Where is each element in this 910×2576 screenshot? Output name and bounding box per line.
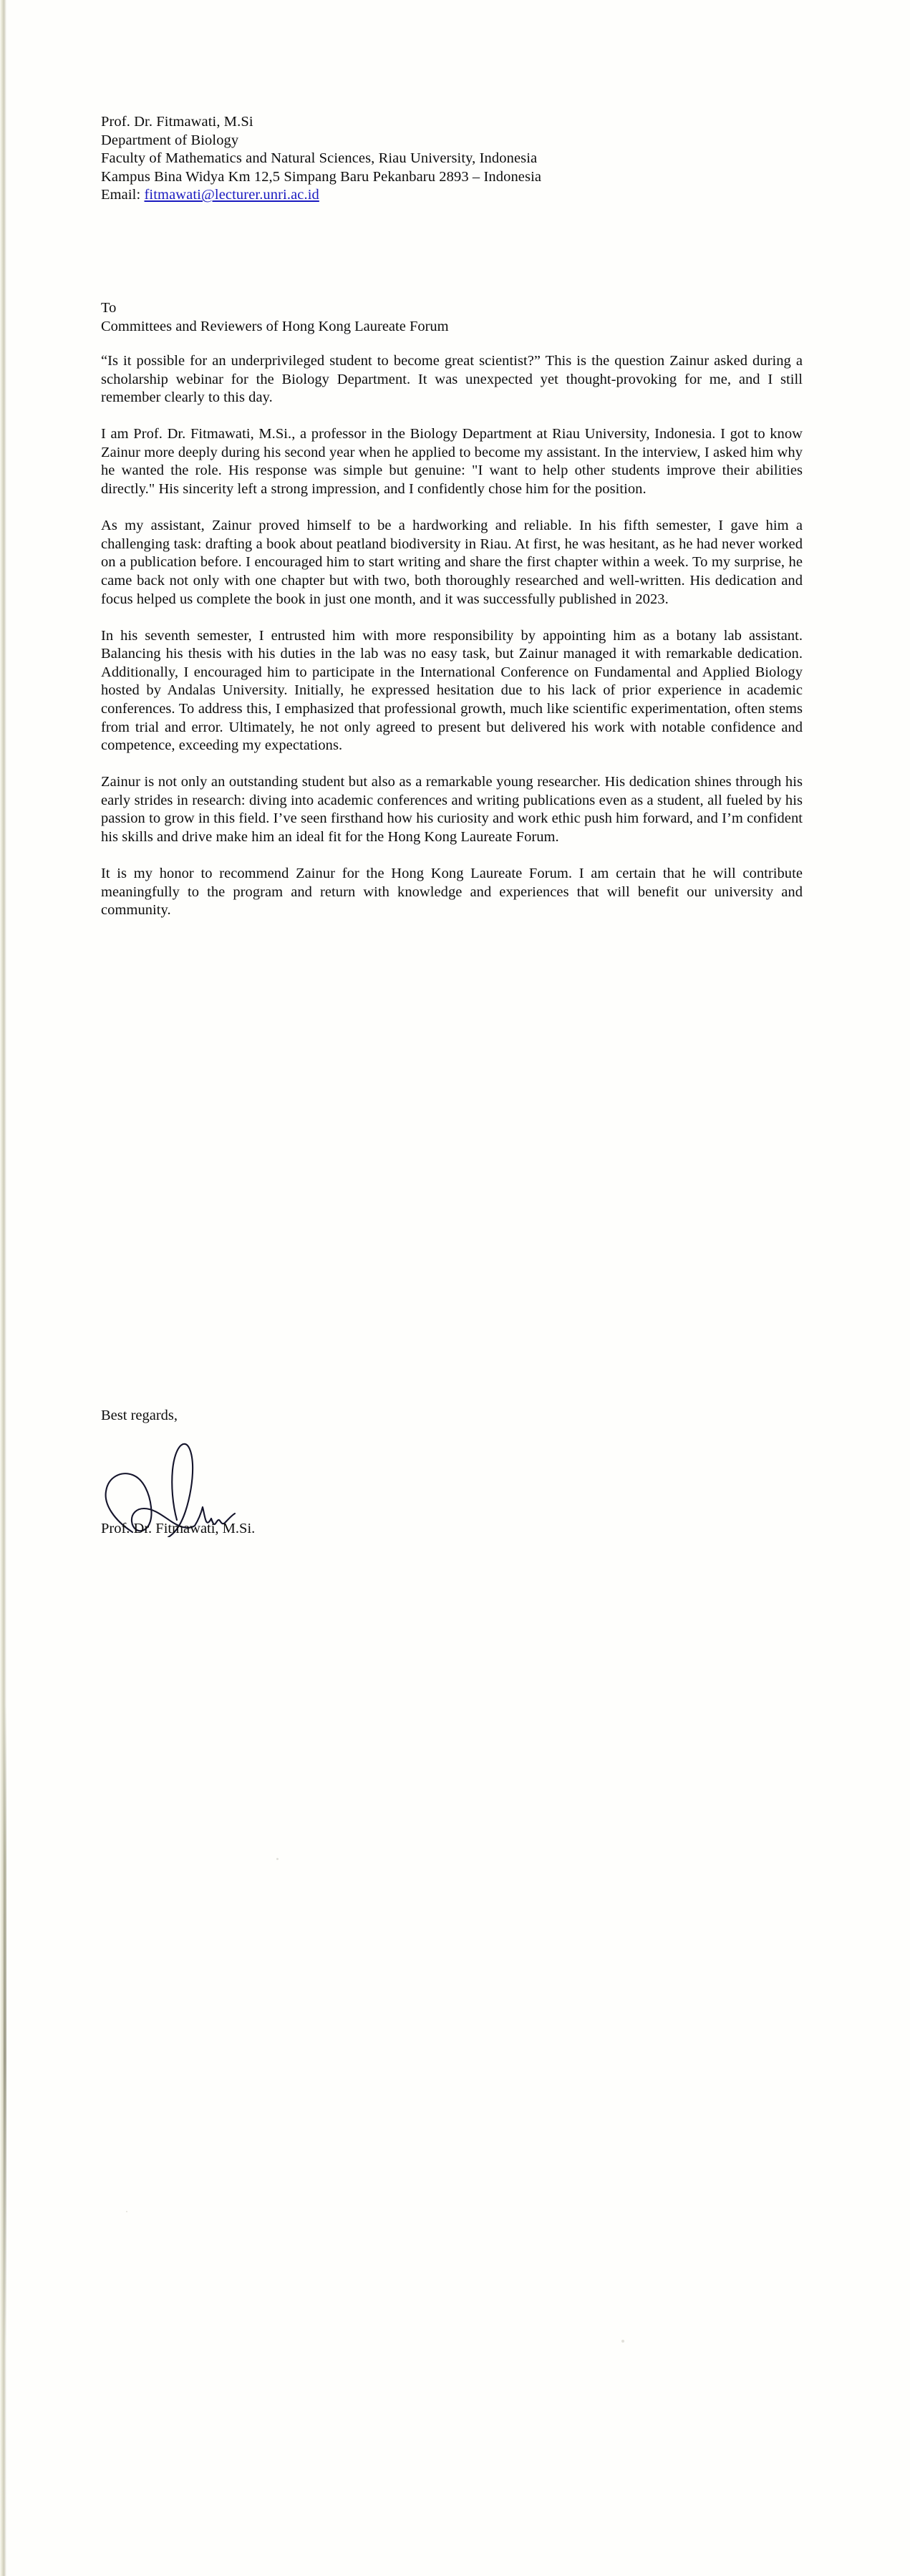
paragraph: In his seventh semester, I entrusted him with more responsibility by appointing him as a botany lab assistant. Balancing his thesis with his duties in the lab was no easy task, but Zainur managed it with remarkable dedication. Additionally, I encouraged him to participate in the International Conference on Fundamental and Applied Biology hosted by Andalas University. Initially, he expressed hesitation due to his lack of prior experience in academic conferences. To address this, I emphasized that professional growth, much like scientific experimentation, often stems from trial and error. Ultimately, he not only agreed to present but delivered his work with notable confidence and competence, exceeding my expectations. (101, 627, 803, 754)
letter-paragraphs (101, 352, 803, 920)
scan-speck (276, 1858, 279, 1860)
sender-department: Department of Biology (101, 132, 239, 148)
paragraph: Zainur is not only an outstanding student but also as a remarkable young researcher. His dedication shines through his early strides in research: diving into academic conferences and writing publications even as a student, all fueled by his passion to grow in this field. I’ve seen firsthand how his curiosity and work ethic push him forward, and I’m confident his skills and drive make him an ideal fit for the Hong Kong Laureate Forum. (101, 774, 803, 846)
email-label: Email: (101, 187, 141, 203)
scan-speck (126, 2211, 127, 2212)
sender-address: Kampus Bina Widya Km 12,5 Simpang Baru Pekanbaru 2893 – Indonesia (101, 168, 542, 185)
closing-salutation: Best regards, (101, 1408, 178, 1423)
sender-block (101, 113, 803, 205)
paragraph: It is my honor to recommend Zainur for the Hong Kong Laureate Forum. I am certain that he will contribute meaningfully to the program and return with knowledge and experiences that will benefit our university and community. (101, 866, 803, 919)
recipient-addressee: Committees and Reviewers of Hong Kong Laureate Forum (101, 318, 449, 334)
signature-area (101, 1425, 402, 1536)
sender-email-line (101, 186, 803, 205)
recipient-block (101, 299, 803, 336)
sender-faculty: Faculty of Mathematics and Natural Sciences, Riau University, Indonesia (101, 150, 538, 166)
paragraph: I am Prof. Dr. Fitmawati, M.Si., a professor in the Biology Department at Riau University, Indonesia. I got to know Zainur more deeply during his second year when he applied to become my assistant. In the interview, I asked him why he wanted the role. His response was simple but genuine: "I want to help other students improve their abilities directly." His sincerity left a strong impression, and I confidently chose him for the position. (101, 426, 803, 498)
email-link[interactable]: fitmawati@lecturer.unri.ac.id (144, 187, 319, 203)
sender-name: Prof. Dr. Fitmawati, M.Si (101, 114, 253, 130)
paragraph: “Is it possible for an underprivileged student to become great scientist?” This is the question Zainur asked during a scholarship webinar for the Biology Department. It was unexpected yet thought-provoking for me, and I still remember clearly to this day. (101, 353, 803, 406)
paragraph: As my assistant, Zainur proved himself to be a hardworking and reliable. In his fifth semester, I gave him a challenging task: drafting a book about peatland biodiversity in Riau. At first, he was hesitant, as he had never worked on a publication before. I encouraged him to start writing and share the first chapter within a week. To my surprise, he came back not only with one chapter but with two, both thoroughly researched and well-written. His dedication and focus helped us complete the book in just one month, and it was successfully published in 2023. (101, 518, 803, 607)
scan-edge-artifact-lower (4, 1704, 6, 2348)
signer-name: Prof. Dr. Fitmawati, M.Si. (101, 1520, 256, 1536)
scan-speck (621, 2340, 624, 2343)
closing-block (101, 1407, 803, 1536)
to-label: To (101, 300, 117, 316)
